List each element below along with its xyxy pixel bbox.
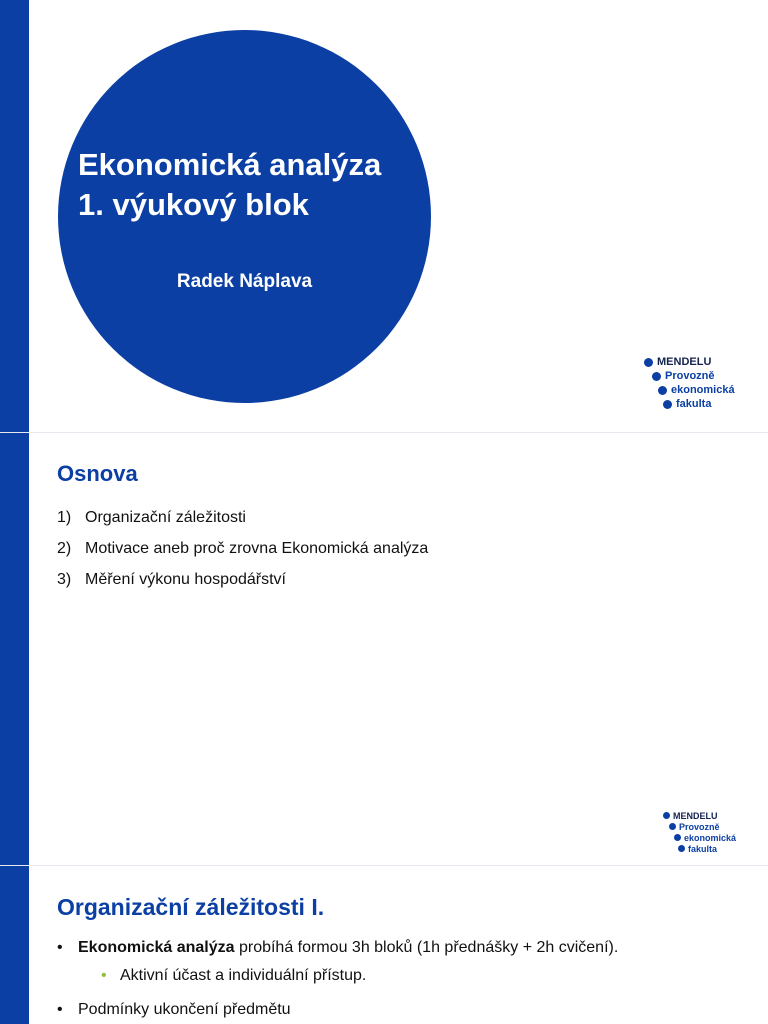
logo-line-provozne: Provozně [679, 822, 720, 832]
list-item: • Ekonomická analýza probíhá formou 3h bloků (1h přednášky + 2h cvičení). [57, 938, 757, 966]
slide-title-text [78, 145, 381, 225]
outline-list [57, 508, 428, 601]
organization-list [57, 938, 757, 1024]
organization-heading: Organizační záležitosti I. [57, 894, 325, 920]
logo-line-fakulta: fakulta [688, 844, 718, 854]
logo-line-provozne: Provozně [665, 370, 715, 382]
side-accent-bar [0, 433, 29, 865]
list-item: 3) Měření výkonu hospodářství [57, 571, 286, 588]
outline-heading: Osnova [57, 461, 138, 486]
logo-line-fakulta: fakulta [676, 398, 712, 410]
logo-line-ekonomicka: ekonomická [684, 833, 737, 843]
logo-line-ekonomicka: ekonomická [671, 384, 735, 396]
side-accent-bar [0, 0, 29, 432]
sub-list-item: • Aktivní účast a individuální přístup. [57, 966, 757, 1000]
side-accent-bar [0, 866, 29, 1024]
logo-line-mendelu: MENDELU [673, 811, 718, 821]
list-item: 1) Organizační záležitosti [57, 509, 246, 526]
logo-line-mendelu: MENDELU [657, 356, 712, 368]
author-name: Radek Náplava [176, 271, 313, 292]
slide-outline [0, 433, 768, 865]
slide-organization [0, 866, 768, 1024]
list-item: 2) Motivace aneb proč zrovna Ekonomická analýza [57, 540, 429, 557]
title-line-1: Ekonomická analýza [78, 147, 382, 182]
title-line-2: 1. výukový blok [78, 187, 309, 222]
slide-title [0, 0, 768, 432]
list-item: • Podmínky ukončení předmětu [57, 1000, 757, 1024]
